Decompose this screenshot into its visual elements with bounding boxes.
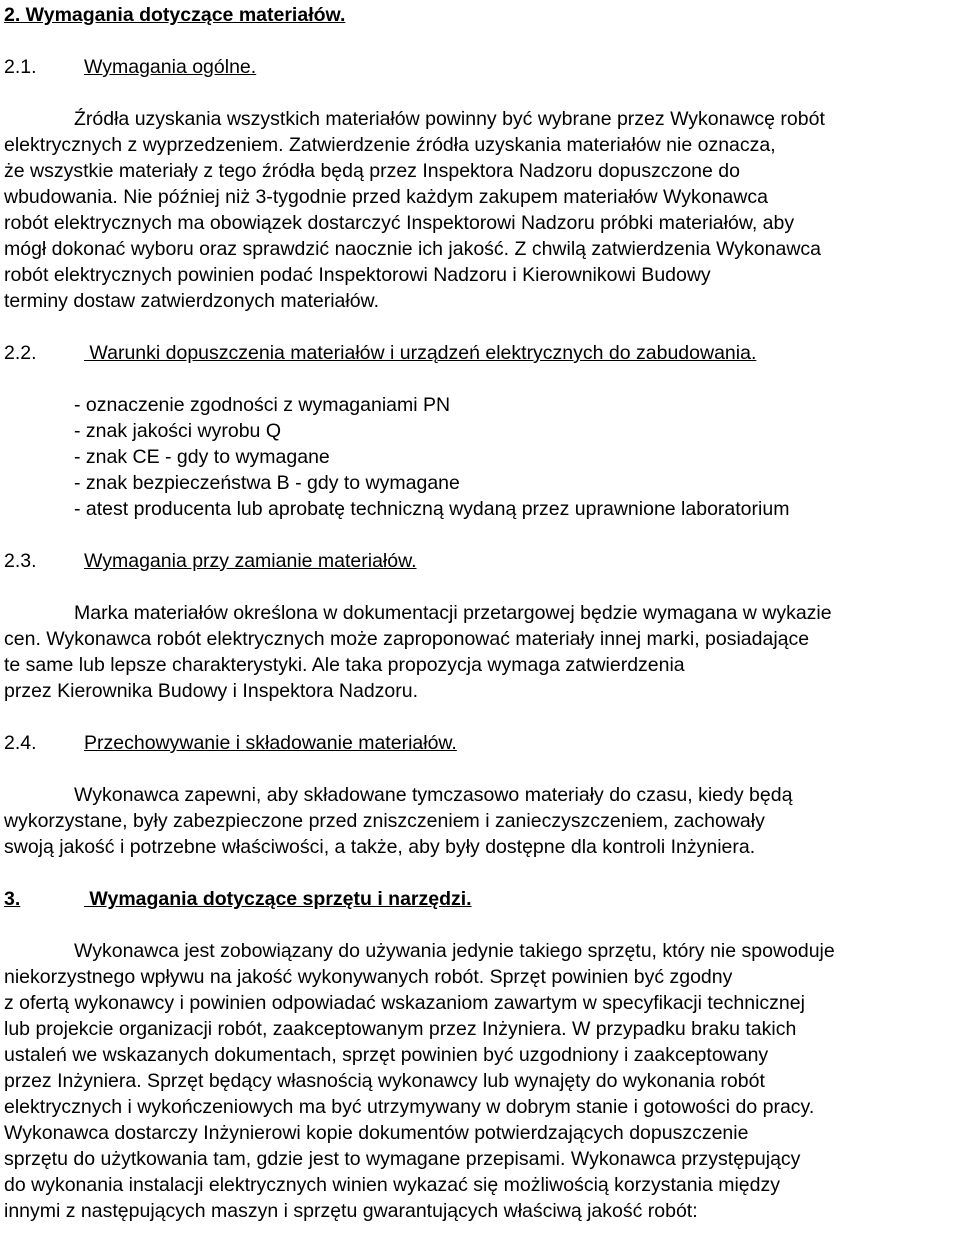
section-3-body (4, 938, 958, 1224)
text-line: sprzętu do użytkowania tam, gdzie jest to wymagane przepisami. Wykonawca przystępujący (4, 1148, 801, 1170)
text-line: robót elektrycznych powinien podać Inspektorowi Nadzoru i Kierownikowi Budowy (4, 264, 711, 286)
section-number: 2.4. (4, 732, 37, 754)
section-2-2-header (4, 340, 958, 366)
text-line: z ofertą wykonawcy i powinien odpowiadać wskazaniom zawartym w specyfikacji technicznej (4, 992, 805, 1014)
section-number: 3. (4, 888, 21, 910)
section-title: Przechowywanie i składowanie materiałów. (84, 732, 457, 754)
section-number: 2.2. (4, 342, 37, 364)
text-line: ustaleń we wskazanych dokumentach, sprzęt powinien być uzgodniony i zaakceptowany (4, 1044, 769, 1066)
section-2-1-body (4, 106, 958, 314)
text-line: przez Kierownika Budowy i Inspektora Nadzoru. (4, 680, 419, 702)
text-line: wykorzystane, były zabezpieczone przed zniszczeniem i zanieczyszczeniem, zachowały (4, 810, 765, 832)
text-line: że wszystkie materiały z tego źródła będą przez Inspektora Nadzoru dopuszczone do (4, 160, 740, 182)
section-2-3-body (4, 600, 958, 704)
text-line: cen. Wykonawca robót elektrycznych może zaproponować materiały innej marki, posiadające (4, 628, 810, 650)
text-line: Źródła uzyskania wszystkich materiałów powinny być wybrane przez Wykonawcę robót (74, 108, 825, 130)
section-2-1-header (4, 54, 958, 80)
text-line: Wykonawca zapewni, aby składowane tymczasowo materiały do czasu, kiedy będą (74, 784, 793, 806)
section-2-heading: 2. Wymagania dotyczące materiałów. (4, 4, 346, 26)
section-number: 2.3. (4, 550, 37, 572)
text-line: lub projekcie organizacji robót, zaakceptowanym przez Inżyniera. W przypadku braku takich (4, 1018, 797, 1040)
text-line: Wykonawca jest zobowiązany do używania jedynie takiego sprzętu, który nie spowoduje (74, 940, 835, 962)
section-title: Wymagania ogólne. (84, 56, 257, 78)
document-page (4, 0, 958, 1224)
text-line: elektrycznych z wyprzedzeniem. Zatwierdzenie źródła uzyskania materiałów nie oznacza, (4, 134, 776, 156)
list-item: - znak jakości wyrobu Q (74, 420, 281, 442)
text-line: niekorzystnego wpływu na jakość wykonywanych robót. Sprzęt powinien być zgodny (4, 966, 733, 988)
section-2-4-body (4, 782, 958, 860)
text-line: Marka materiałów określona w dokumentacji przetargowej będzie wymagana w wykazie (74, 602, 832, 624)
section-title: Wymagania dotyczące sprzętu i narzędzi. (84, 888, 472, 910)
section-2-3-header (4, 548, 958, 574)
text-line: do wykonania instalacji elektrycznych winien wykazać się możliwością korzystania między (4, 1174, 780, 1196)
text-line: Wykonawca dostarczy Inżynierowi kopie dokumentów potwierdzających dopuszczenie (4, 1122, 749, 1144)
section-title: Warunki dopuszczenia materiałów i urządzeń elektrycznych do zabudowania. (84, 342, 757, 364)
list-item: - znak bezpieczeństwa B - gdy to wymagane (74, 472, 460, 494)
list-item: - oznaczenie zgodności z wymaganiami PN (74, 394, 451, 416)
text-line: innymi z następujących maszyn i sprzętu gwarantujących właściwą jakość robót: (4, 1200, 698, 1222)
text-line: terminy dostaw zatwierdzonych materiałów. (4, 290, 379, 312)
list-item: - atest producenta lub aprobatę techniczną wydaną przez uprawnione laboratorium (74, 498, 790, 520)
text-line: wbudowania. Nie później niż 3-tygodnie przed każdym zakupem materiałów Wykonawca (4, 186, 768, 208)
list-item: - znak CE - gdy to wymagane (74, 446, 330, 468)
requirements-list (4, 392, 958, 522)
section-3-header (4, 886, 958, 912)
text-line: mógł dokonać wyboru oraz sprawdzić naocznie ich jakość. Z chwilą zatwierdzenia Wykonawca (4, 238, 822, 260)
text-line: robót elektrycznych ma obowiązek dostarczyć Inspektorowi Nadzoru próbki materiałów, aby (4, 212, 795, 234)
text-line: elektrycznych i wykończeniowych ma być utrzymywany w dobrym stanie i gotowości do pracy. (4, 1096, 815, 1118)
text-line: te same lub lepsze charakterystyki. Ale taka propozycja wymaga zatwierdzenia (4, 654, 685, 676)
section-title: Wymagania przy zamianie materiałów. (84, 550, 417, 572)
section-2-4-header (4, 730, 958, 756)
text-line: swoją jakość i potrzebne właściwości, a także, aby były dostępne dla kontroli Inżyniera. (4, 836, 756, 858)
text-line: przez Inżyniera. Sprzęt będący własnością wykonawcy lub wynajęty do wykonania robót (4, 1070, 765, 1092)
section-number: 2.1. (4, 56, 37, 78)
